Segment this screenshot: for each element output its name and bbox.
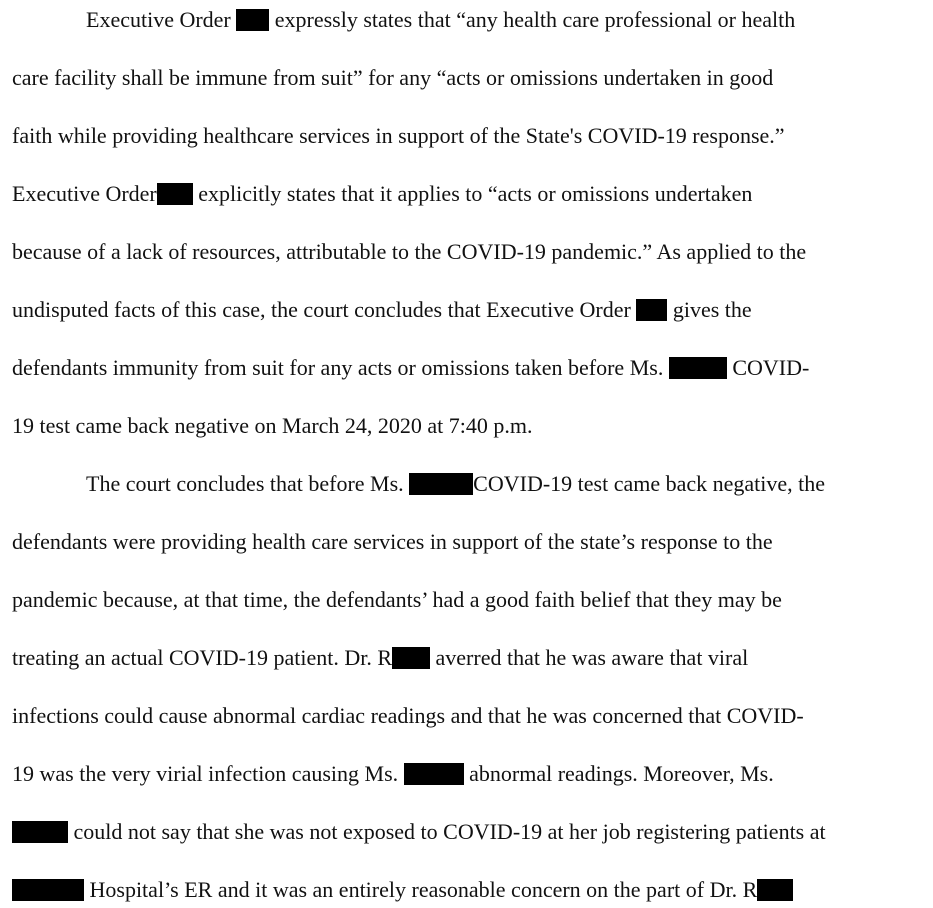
redaction-box (157, 183, 193, 205)
text-segment: The court concludes that before Ms. (86, 471, 410, 496)
text-segment: COVID-19 test came back negative, the (473, 471, 826, 496)
text-segment: because of a lack of resources, attributable to the COVID-19 pandemic.” As applied to the (12, 239, 807, 264)
redaction-box (404, 763, 464, 785)
text-segment: abnormal readings. Moreover, Ms. (463, 761, 774, 786)
text-segment: expressly states that “any health care professional or health (269, 7, 796, 32)
text-line (12, 65, 773, 91)
text-segment: Hospital’s ER and it was an entirely reasonable concern on the part of Dr. R (84, 877, 758, 902)
text-segment: gives the (667, 297, 752, 322)
text-line (12, 297, 752, 323)
text-line (12, 587, 782, 613)
text-line (12, 239, 806, 265)
text-segment: averred that he was aware that viral (430, 645, 749, 670)
redaction-box (636, 299, 667, 321)
text-segment: explicitly states that it applies to “acts or omissions undertaken (192, 181, 753, 206)
text-line (12, 529, 773, 555)
text-segment: 19 test came back negative on March 24, 2020 at 7:40 p.m. (12, 413, 533, 438)
redaction-box (12, 879, 84, 901)
redaction-box (236, 9, 269, 31)
text-segment: treating an actual COVID-19 patient. Dr. R (12, 645, 393, 670)
text-line (12, 703, 804, 729)
text-line (12, 819, 826, 845)
text-segment: faith while providing healthcare services in support of the State's COVID-19 response.” (12, 123, 785, 148)
text-line (86, 7, 795, 33)
text-segment: Executive Order (86, 7, 237, 32)
text-segment: undisputed facts of this case, the court concludes that Executive Order (12, 297, 637, 322)
text-segment: COVID- (726, 355, 810, 380)
text-segment: defendants immunity from suit for any acts or omissions taken before Ms. (12, 355, 669, 380)
redaction-box (757, 879, 793, 901)
redaction-box (392, 647, 430, 669)
text-segment: defendants were providing health care services in support of the state’s response to the (12, 529, 773, 554)
text-segment: Executive Order (12, 181, 157, 206)
text-segment: 19 was the very virial infection causing Ms. (12, 761, 404, 786)
text-line (12, 761, 774, 787)
text-segment: infections could cause abnormal cardiac readings and that he was concerned that COVID- (12, 703, 804, 728)
text-line (86, 471, 825, 497)
redaction-box (12, 821, 68, 843)
text-line (12, 181, 752, 207)
text-line (12, 645, 748, 671)
text-segment: pandemic because, at that time, the defendants’ had a good faith belief that they may be (12, 587, 782, 612)
text-line (12, 413, 533, 439)
text-line (12, 877, 793, 903)
text-segment: care facility shall be immune from suit” for any “acts or omissions undertaken in good (12, 65, 774, 90)
text-line (12, 355, 809, 381)
redaction-box (409, 473, 473, 495)
text-line (12, 123, 785, 149)
redaction-box (669, 357, 727, 379)
text-segment: could not say that she was not exposed to COVID-19 at her job registering patients at (68, 819, 826, 844)
